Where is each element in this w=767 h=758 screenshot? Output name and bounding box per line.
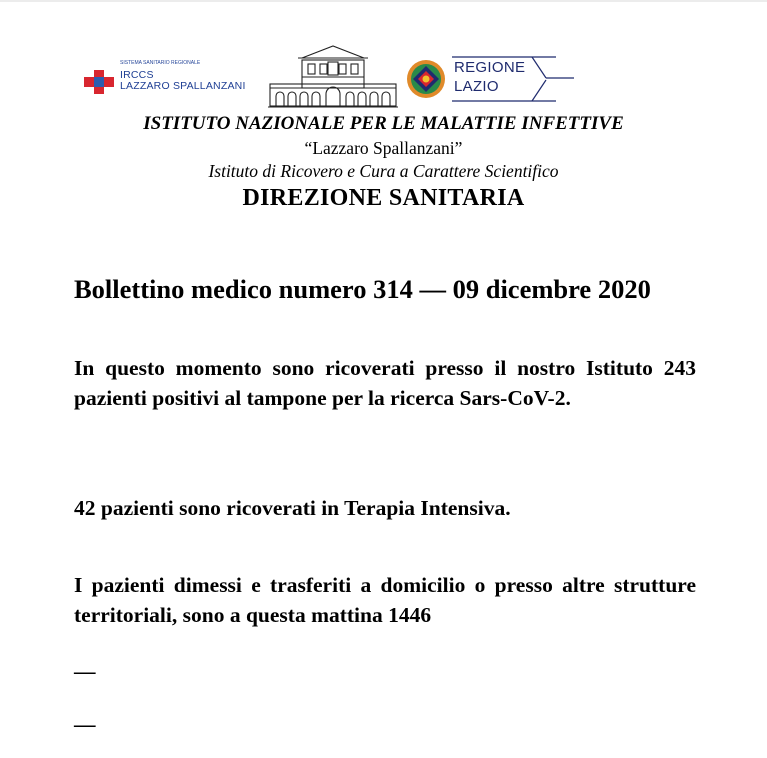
department-heading: DIREZIONE SANITARIA <box>242 185 525 211</box>
separator-dash: — <box>74 659 96 683</box>
institute-building-icon <box>268 44 398 110</box>
regione-lazio-logo <box>406 54 576 104</box>
logo-strip <box>84 44 574 110</box>
bulletin-title: Bollettino medico numero 314 — 09 dicembre 2020 <box>74 274 651 304</box>
bulletin-paragraph-intensive-care: 42 pazienti sono ricoverati in Terapia Intensiva. <box>74 496 511 520</box>
bulletin-paragraph-hospitalized: In questo momento sono ricoverati presso il nostro Istituto 243 pazienti positivi al tampone per la ricerca Sars-CoV-2. <box>74 356 696 410</box>
red-cross-icon <box>84 70 114 94</box>
institute-name: ISTITUTO NAZIONALE PER LE MALATTIE INFETTIVE <box>143 113 624 134</box>
regione-logo-line2: LAZIO <box>454 78 499 95</box>
institute-subtitle: Istituto di Ricovero e Cura a Carattere Scientifico <box>208 161 559 181</box>
irccs-logo-line1: IRCCS <box>120 69 154 81</box>
regione-logo-line1: REGIONE <box>454 59 526 76</box>
irccs-spallanzani-logo <box>84 60 264 96</box>
irccs-small-caption: SISTEMA SANITARIO REGIONALE <box>120 60 201 66</box>
irccs-logo-line2: LAZZARO SPALLANZANI <box>120 80 246 92</box>
institute-eponym: “Lazzaro Spallanzani” <box>304 138 463 158</box>
page-top-edge <box>0 0 767 2</box>
bulletin-paragraph-discharged: I pazienti dimessi e trasferiti a domicilio o presso altre strutture territoriali, sono a questa mattina 1446 <box>74 573 696 627</box>
separator-dash: — <box>74 712 96 736</box>
